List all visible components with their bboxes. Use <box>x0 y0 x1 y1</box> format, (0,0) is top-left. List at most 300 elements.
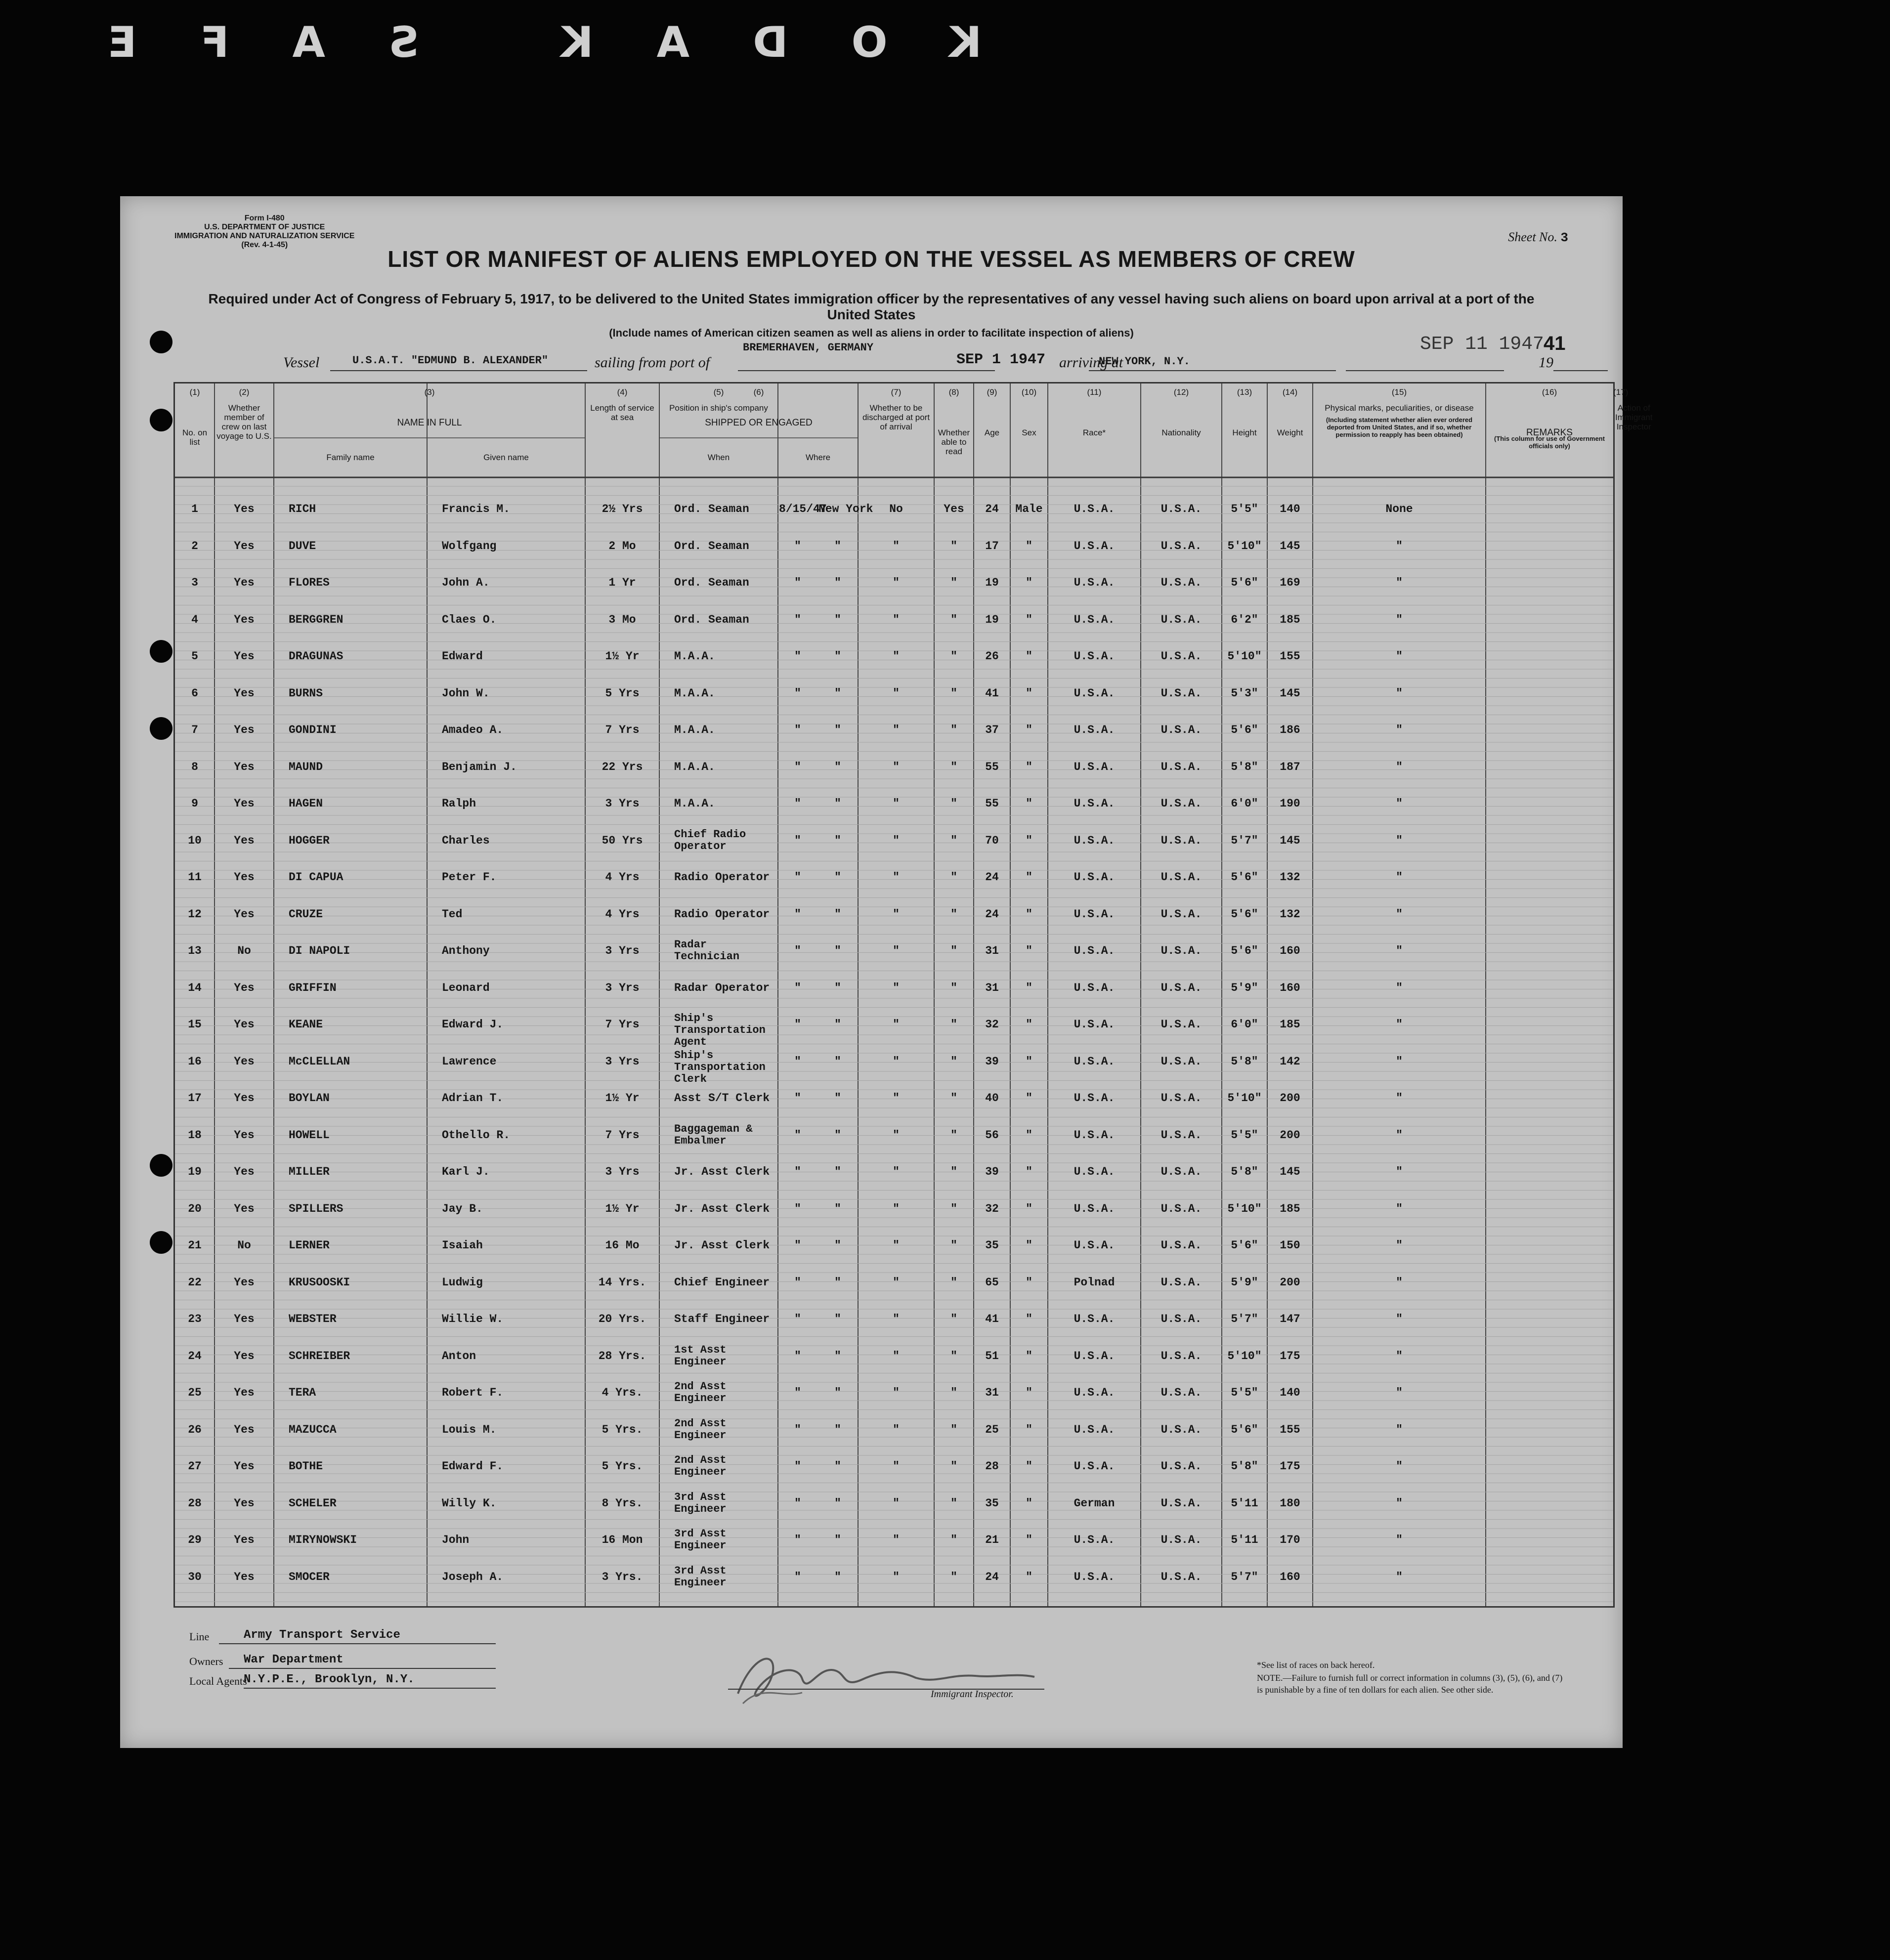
cell-service: 1 Yr <box>608 576 636 589</box>
cell-height: 5'8" <box>1231 1460 1258 1473</box>
cell-weight: 160 <box>1280 944 1300 957</box>
cell-when: " <box>794 686 801 700</box>
cell-nat: U.S.A. <box>1160 1313 1202 1325</box>
cell-no: 24 <box>188 1349 202 1363</box>
owners-value: War Department <box>244 1653 344 1666</box>
cell-position: 3rd Asst Engineer <box>674 1528 727 1552</box>
cell-age: 31 <box>985 981 999 994</box>
cell-marks: " <box>1396 1349 1403 1363</box>
cell-prev: Yes <box>234 724 255 736</box>
cell-weight: 150 <box>1280 1239 1300 1252</box>
cell-nat: U.S.A. <box>1160 1128 1202 1142</box>
cell-where: " <box>834 1423 841 1436</box>
cell-age: 19 <box>985 613 999 626</box>
cell-family: SMOCER <box>289 1570 330 1583</box>
cell-race: U.S.A. <box>1074 576 1115 589</box>
manifest-sheet <box>120 196 1653 1748</box>
vessel-label: Vessel <box>283 354 320 371</box>
cell-disch: " <box>893 539 900 553</box>
column-number: (15) <box>1391 387 1407 397</box>
cell-when: " <box>794 1349 801 1363</box>
cell-height: 6'0" <box>1231 1018 1258 1031</box>
cell-marks: " <box>1396 871 1403 884</box>
cell-height: 5'3" <box>1231 686 1258 700</box>
cell-given: Edward <box>442 650 483 663</box>
cell-read: " <box>950 1128 957 1142</box>
cell-position: Chief Radio Operator <box>674 828 746 852</box>
cell-prev: Yes <box>234 1276 255 1289</box>
document-title: LIST OR MANIFEST OF ALIENS EMPLOYED ON THE VESSEL AS MEMBERS OF CREW <box>387 246 1355 272</box>
cell-marks: " <box>1396 1055 1403 1068</box>
cell-disch: " <box>893 1128 900 1142</box>
cell-age: 35 <box>985 1239 999 1252</box>
cell-given: Willy K. <box>442 1496 497 1510</box>
cell-position: Ship's Transportation Agent <box>674 1012 766 1048</box>
cell-race: Polnad <box>1074 1276 1115 1289</box>
cell-where: " <box>834 724 841 736</box>
column-number: (8) <box>948 387 959 397</box>
cell-where: " <box>834 760 841 773</box>
cell-sex: Male <box>1015 503 1043 515</box>
cell-marks: " <box>1396 1570 1403 1583</box>
cell-position: Radio Operator <box>674 871 770 884</box>
cell-sex: " <box>1026 1386 1032 1399</box>
column-header: Race* <box>1082 428 1106 437</box>
form-footer <box>120 1615 1623 1743</box>
cell-race: U.S.A. <box>1074 981 1115 994</box>
cell-where: " <box>834 834 841 847</box>
column-number: (3) <box>424 387 435 397</box>
cell-age: 31 <box>985 1386 999 1399</box>
cell-where: " <box>834 1313 841 1325</box>
cell-age: 40 <box>985 1092 999 1105</box>
cell-read: " <box>950 1313 957 1325</box>
cell-nat: U.S.A. <box>1160 760 1202 773</box>
cell-race: U.S.A. <box>1074 650 1115 663</box>
cell-when: " <box>794 724 801 736</box>
cell-sex: " <box>1026 944 1032 957</box>
cell-race: U.S.A. <box>1074 1128 1115 1142</box>
cell-prev: Yes <box>234 503 255 515</box>
cell-nat: U.S.A. <box>1160 686 1202 700</box>
cell-weight: 140 <box>1280 1386 1300 1399</box>
cell-when: " <box>794 834 801 847</box>
table-row <box>175 937 1613 972</box>
cell-when: " <box>794 1313 801 1325</box>
cell-prev: Yes <box>234 797 255 810</box>
cell-given: Isaiah <box>442 1239 483 1252</box>
cell-no: 6 <box>191 686 198 700</box>
cell-height: 5'6" <box>1231 944 1258 957</box>
cell-family: FLORES <box>289 576 330 589</box>
cell-where: " <box>834 650 841 663</box>
sailing-port: BREMERHAVEN, GERMANY <box>743 341 874 354</box>
cell-marks: " <box>1396 724 1403 736</box>
include-note: (Include names of American citizen seamen as well as aliens in order to facilitate inspection of aliens) <box>609 327 1134 339</box>
cell-height: 5'6" <box>1231 1239 1258 1252</box>
cell-weight: 132 <box>1280 907 1300 921</box>
table-row <box>175 606 1613 640</box>
cell-nat: U.S.A. <box>1160 1055 1202 1068</box>
cell-sex: " <box>1026 1165 1032 1178</box>
cell-service: 2 Mo <box>608 539 636 553</box>
column-header: Nationality <box>1161 428 1201 437</box>
column-number: (4) <box>617 387 628 397</box>
cell-where: " <box>834 613 841 626</box>
cell-marks: " <box>1396 1018 1403 1031</box>
cell-marks: " <box>1396 1239 1403 1252</box>
table-row <box>175 1011 1613 1048</box>
cell-no: 2 <box>191 539 198 553</box>
cell-disch: " <box>893 907 900 921</box>
cell-position: 2nd Asst Engineer <box>674 1417 727 1442</box>
cell-when: " <box>794 1386 801 1399</box>
cell-when: " <box>794 1018 801 1031</box>
cell-family: KEANE <box>289 1018 323 1031</box>
cell-family: HAGEN <box>289 797 323 810</box>
cell-weight: 140 <box>1280 503 1300 515</box>
penalty-note: NOTE.—Failure to furnish full or correct information in columns (3), (5), (6), and (7) is punishable by a fine of ten dollars for each alien. See other side. <box>1257 1673 1563 1695</box>
cell-weight: 155 <box>1280 1423 1300 1436</box>
cell-given: Jay B. <box>442 1202 483 1215</box>
cell-age: 21 <box>985 1534 999 1546</box>
cell-height: 5'6" <box>1231 576 1258 589</box>
table-row <box>175 1379 1613 1413</box>
cell-position: Radio Operator <box>674 907 770 921</box>
cell-where: " <box>834 1276 841 1289</box>
cell-when: " <box>794 871 801 884</box>
cell-nat: U.S.A. <box>1160 981 1202 994</box>
film-edge-text: KODAK SAFE <box>44 18 982 67</box>
cell-race: U.S.A. <box>1074 1202 1115 1215</box>
cell-prev: Yes <box>234 1202 255 1215</box>
cell-family: RICH <box>289 503 316 515</box>
cell-age: 32 <box>985 1018 999 1031</box>
cell-age: 70 <box>985 834 999 847</box>
cell-height: 5'9" <box>1231 1276 1258 1289</box>
cell-service: 4 Yrs. <box>601 1386 643 1399</box>
cell-no: 26 <box>188 1423 202 1436</box>
cell-no: 9 <box>191 797 198 810</box>
cell-where: " <box>834 1570 841 1583</box>
cell-position: M.A.A. <box>674 650 715 663</box>
cell-weight: 190 <box>1280 797 1300 810</box>
cell-where: " <box>834 1202 841 1215</box>
column-number: (9) <box>987 387 997 397</box>
cell-race: U.S.A. <box>1074 1018 1115 1031</box>
cell-service: 16 Mo <box>605 1239 640 1252</box>
table-row <box>175 569 1613 603</box>
cell-where: New York <box>818 503 873 515</box>
cell-marks: " <box>1396 1313 1403 1325</box>
cell-given: Amadeo A. <box>442 724 504 736</box>
cell-nat: U.S.A. <box>1160 944 1202 957</box>
cell-height: 5'6" <box>1231 871 1258 884</box>
cell-height: 5'6" <box>1231 907 1258 921</box>
cell-nat: U.S.A. <box>1160 1386 1202 1399</box>
cell-no: 4 <box>191 613 198 626</box>
cell-where: " <box>834 797 841 810</box>
cell-family: SPILLERS <box>289 1202 344 1215</box>
cell-position: Jr. Asst Clerk <box>674 1239 770 1252</box>
cell-when: " <box>794 613 801 626</box>
cell-prev: Yes <box>234 650 255 663</box>
cell-sex: " <box>1026 686 1032 700</box>
cell-service: 20 Yrs. <box>598 1313 646 1325</box>
cell-age: 35 <box>985 1496 999 1510</box>
sailing-date: SEP 1 1947 <box>956 351 1046 368</box>
cell-disch: " <box>893 686 900 700</box>
cell-marks: " <box>1396 1128 1403 1142</box>
cell-disch: " <box>893 1386 900 1399</box>
cell-service: 3 Mo <box>608 613 636 626</box>
cell-family: BOYLAN <box>289 1092 330 1105</box>
column-number: (6) <box>753 387 764 397</box>
cell-nat: U.S.A. <box>1160 1570 1202 1583</box>
cell-sex: " <box>1026 1534 1032 1546</box>
cell-weight: 132 <box>1280 871 1300 884</box>
cell-no: 21 <box>188 1239 202 1252</box>
cell-age: 25 <box>985 1423 999 1436</box>
cell-service: 28 Yrs. <box>598 1349 646 1363</box>
shipped-when-header: When <box>707 453 730 462</box>
cell-service: 5 Yrs <box>605 686 640 700</box>
cell-given: Willie W. <box>442 1313 504 1325</box>
cell-service: 7 Yrs <box>605 1128 640 1142</box>
cell-age: 39 <box>985 1165 999 1178</box>
column-header: Age <box>984 428 1000 437</box>
cell-no: 3 <box>191 576 198 589</box>
cell-height: 5'9" <box>1231 981 1258 994</box>
cell-weight: 145 <box>1280 539 1300 553</box>
cell-disch: " <box>893 1165 900 1178</box>
cell-height: 6'0" <box>1231 797 1258 810</box>
cell-where: " <box>834 1386 841 1399</box>
cell-when: " <box>794 1092 801 1105</box>
cell-family: BOTHE <box>289 1460 323 1473</box>
cell-read: " <box>950 1349 957 1363</box>
cell-service: 8 Yrs. <box>601 1496 643 1510</box>
column-number: (13) <box>1237 387 1252 397</box>
cell-marks: " <box>1396 944 1403 957</box>
cell-family: MAUND <box>289 760 323 773</box>
cell-no: 20 <box>188 1202 202 1215</box>
cell-read: " <box>950 834 957 847</box>
cell-marks: " <box>1396 613 1403 626</box>
punch-hole <box>150 640 172 663</box>
cell-disch: No <box>889 503 903 515</box>
cell-weight: 180 <box>1280 1496 1300 1510</box>
cell-read: " <box>950 1460 957 1473</box>
cell-position: M.A.A. <box>674 724 715 736</box>
cell-nat: U.S.A. <box>1160 1534 1202 1546</box>
table-row <box>175 532 1613 567</box>
cell-no: 5 <box>191 650 198 663</box>
punch-hole <box>150 717 172 740</box>
cell-disch: " <box>893 1055 900 1068</box>
cell-prev: Yes <box>234 871 255 884</box>
cell-service: 1½ Yr <box>605 1202 640 1215</box>
cell-position: M.A.A. <box>674 760 715 773</box>
cell-service: 1½ Yr <box>605 650 640 663</box>
cell-marks: " <box>1396 686 1403 700</box>
cell-family: CRUZE <box>289 907 323 921</box>
cell-sex: " <box>1026 1092 1032 1105</box>
cell-race: U.S.A. <box>1074 1349 1115 1363</box>
cell-prev: Yes <box>234 1423 255 1436</box>
cell-prev: Yes <box>234 539 255 553</box>
cell-prev: Yes <box>234 1460 255 1473</box>
cell-sex: " <box>1026 613 1032 626</box>
cell-no: 1 <box>191 503 198 515</box>
column-number: (7) <box>891 387 902 397</box>
cell-given: Lawrence <box>442 1055 497 1068</box>
cell-no: 15 <box>188 1018 202 1031</box>
cell-family: BURNS <box>289 686 323 700</box>
cell-read: " <box>950 1165 957 1178</box>
cell-sex: " <box>1026 1055 1032 1068</box>
cell-age: 41 <box>985 1313 999 1325</box>
cell-prev: Yes <box>234 1055 255 1068</box>
cell-given: Joseph A. <box>442 1570 504 1583</box>
cell-where: " <box>834 944 841 957</box>
cell-disch: " <box>893 981 900 994</box>
cell-age: 41 <box>985 686 999 700</box>
cell-when: " <box>794 1202 801 1215</box>
cell-prev: Yes <box>234 834 255 847</box>
cell-race: U.S.A. <box>1074 1423 1115 1436</box>
cell-race: U.S.A. <box>1074 1460 1115 1473</box>
cell-where: " <box>834 1534 841 1546</box>
cell-height: 5'7" <box>1231 834 1258 847</box>
cell-family: BERGGREN <box>289 613 344 626</box>
cell-when: " <box>794 1128 801 1142</box>
cell-age: 55 <box>985 797 999 810</box>
column-header: Whether able to read <box>938 428 970 456</box>
cell-age: 19 <box>985 576 999 589</box>
cell-race: U.S.A. <box>1074 539 1115 553</box>
cell-when: " <box>794 944 801 957</box>
cell-prev: Yes <box>234 1534 255 1546</box>
cell-sex: " <box>1026 907 1032 921</box>
cell-marks: " <box>1396 981 1403 994</box>
cell-position: Radar Operator <box>674 981 770 994</box>
table-row <box>175 1121 1613 1156</box>
cell-disch: " <box>893 1460 900 1473</box>
table-row <box>175 1195 1613 1230</box>
cell-where: " <box>834 1092 841 1105</box>
cell-sex: " <box>1026 760 1032 773</box>
cell-read: " <box>950 1496 957 1510</box>
cell-read: " <box>950 760 957 773</box>
cell-marks: None <box>1385 503 1413 515</box>
cell-nat: U.S.A. <box>1160 1239 1202 1252</box>
cell-marks: " <box>1396 1423 1403 1436</box>
cell-prev: No <box>237 944 251 957</box>
cell-height: 5'7" <box>1231 1313 1258 1325</box>
column-number: (14) <box>1282 387 1298 397</box>
cell-nat: U.S.A. <box>1160 871 1202 884</box>
cell-service: 3 Yrs <box>605 1165 640 1178</box>
cell-where: " <box>834 1165 841 1178</box>
cell-position: 3rd Asst Engineer <box>674 1564 727 1589</box>
cell-read: " <box>950 907 957 921</box>
cell-service: 7 Yrs <box>605 724 640 736</box>
cell-family: DUVE <box>289 539 316 553</box>
punch-hole <box>150 409 172 431</box>
cell-position: Ship's Transportation Clerk <box>674 1049 766 1085</box>
cell-race: U.S.A. <box>1074 797 1115 810</box>
cell-no: 18 <box>188 1128 202 1142</box>
cell-height: 5'6" <box>1231 1423 1258 1436</box>
column-number: (1) <box>189 387 200 397</box>
cell-height: 5'8" <box>1231 760 1258 773</box>
column-header: Physical marks, peculiarities, or disease <box>1325 403 1474 413</box>
cell-when: 8/15/47 <box>779 503 827 515</box>
cell-height: 6'2" <box>1231 613 1258 626</box>
cell-nat: U.S.A. <box>1160 907 1202 921</box>
cell-where: " <box>834 981 841 994</box>
cell-prev: Yes <box>234 1128 255 1142</box>
cell-weight: 187 <box>1280 760 1300 773</box>
cell-family: McCLELLAN <box>289 1055 350 1068</box>
cell-service: 16 Mon <box>601 1534 643 1546</box>
cell-weight: 169 <box>1280 576 1300 589</box>
cell-family: LERNER <box>289 1239 330 1252</box>
table-row <box>175 1526 1613 1561</box>
cell-when: " <box>794 907 801 921</box>
cell-given: Ted <box>442 907 463 921</box>
cell-prev: Yes <box>234 981 255 994</box>
table-row <box>175 680 1613 714</box>
cell-no: 8 <box>191 760 198 773</box>
cell-given: Charles <box>442 834 490 847</box>
cell-disch: " <box>893 1534 900 1546</box>
cell-marks: " <box>1396 1165 1403 1178</box>
cell-weight: 155 <box>1280 650 1300 663</box>
cell-family: HOWELL <box>289 1128 330 1142</box>
cell-read: " <box>950 539 957 553</box>
cell-race: U.S.A. <box>1074 944 1115 957</box>
cell-nat: U.S.A. <box>1160 1092 1202 1105</box>
cell-nat: U.S.A. <box>1160 1349 1202 1363</box>
punch-hole <box>150 1231 172 1254</box>
cell-read: " <box>950 686 957 700</box>
table-row <box>175 1232 1613 1266</box>
cell-age: 51 <box>985 1349 999 1363</box>
cell-age: 24 <box>985 871 999 884</box>
remarks-note: (Including statement whether alien ever ordered deported from United States, and if so, whether permission to reapply has been obtained) <box>1326 416 1473 438</box>
cell-marks: " <box>1396 760 1403 773</box>
cell-disch: " <box>893 760 900 773</box>
cell-family: GRIFFIN <box>289 981 337 994</box>
cell-disch: " <box>893 1313 900 1325</box>
cell-race: U.S.A. <box>1074 1386 1115 1399</box>
cell-position: M.A.A. <box>674 686 715 700</box>
cell-nat: U.S.A. <box>1160 724 1202 736</box>
cell-given: Claes O. <box>442 613 497 626</box>
cell-disch: " <box>893 1092 900 1105</box>
page-number: 41 <box>1544 333 1566 354</box>
cell-weight: 147 <box>1280 1313 1300 1325</box>
cell-sex: " <box>1026 576 1032 589</box>
cell-prev: Yes <box>234 576 255 589</box>
cell-height: 5'5" <box>1231 1386 1258 1399</box>
cell-age: 31 <box>985 944 999 957</box>
cell-sex: " <box>1026 539 1032 553</box>
cell-age: 24 <box>985 503 999 515</box>
cell-weight: 175 <box>1280 1460 1300 1473</box>
